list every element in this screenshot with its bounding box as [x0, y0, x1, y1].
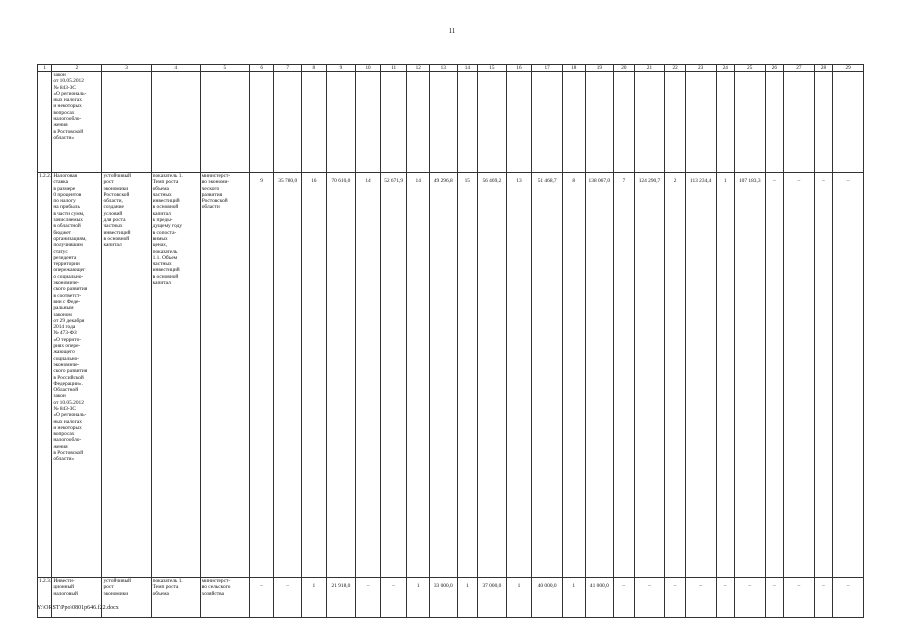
column-number: 13 — [429, 65, 457, 72]
column-number: 1 — [38, 65, 52, 72]
column-number: 15 — [478, 65, 507, 72]
column-number: 14 — [457, 65, 477, 72]
value-cell: 40 000,0 — [532, 578, 563, 618]
value-cell: 13 — [506, 173, 532, 578]
column-number: 3 — [102, 65, 151, 72]
page-number: 11 — [448, 27, 456, 35]
value-cell: 52 671,9 — [380, 173, 407, 578]
value-cell: – — [716, 578, 734, 618]
column-number: 25 — [734, 65, 765, 72]
value-cell: – — [356, 578, 381, 618]
indicator-cell: показатель 1. Темп роста объема частных инвестиций в основной капитал к преды- дущему году в сопоста- вимых ценах, показатель 1.1. Объем частных инвестиций в основной капитал — [151, 173, 200, 578]
column-number: 4 — [151, 65, 200, 72]
value-cell: 138 067,0 — [585, 173, 614, 578]
column-number: 7 — [274, 65, 302, 72]
column-number: 5 — [200, 65, 249, 72]
value-cell: – — [833, 173, 864, 578]
column-number: 23 — [685, 65, 716, 72]
column-number: 24 — [716, 65, 734, 72]
value-cell: 16 — [302, 173, 327, 578]
column-number: 19 — [585, 65, 614, 72]
goal-cell — [102, 72, 151, 173]
value-cell — [532, 72, 563, 173]
value-cell — [765, 72, 783, 173]
goal-cell: устойчивый рост экономики Ростовской области, создание условий для роста частных инвестиций в основной капитал — [102, 173, 151, 578]
responsible-body-cell — [200, 72, 249, 173]
value-cell — [249, 72, 274, 173]
column-number: 26 — [765, 65, 783, 72]
value-cell: 1 — [506, 578, 532, 618]
value-cell: – — [249, 578, 274, 618]
column-number: 8 — [302, 65, 327, 72]
column-number: 21 — [634, 65, 665, 72]
value-cell — [380, 72, 407, 173]
value-cell: 21 918,0 — [326, 578, 356, 618]
indicator-cell — [151, 72, 200, 173]
column-number: 22 — [665, 65, 685, 72]
table-row — [38, 173, 864, 578]
value-cell: – — [634, 578, 665, 618]
value-cell: 1 — [457, 578, 477, 618]
column-number: 17 — [532, 65, 563, 72]
value-cell: 15 — [457, 173, 477, 578]
value-cell: – — [614, 578, 634, 618]
value-cell: 51 468,7 — [532, 173, 563, 578]
value-cell: 49 296,8 — [429, 173, 457, 578]
value-cell: 9 — [249, 173, 274, 578]
column-number-row — [38, 65, 864, 72]
column-number: 16 — [506, 65, 532, 72]
value-cell: – — [734, 578, 765, 618]
column-number: 6 — [249, 65, 274, 72]
value-cell: 41 000,0 — [585, 578, 614, 618]
value-cell — [506, 72, 532, 173]
value-cell: 1 — [407, 578, 430, 618]
column-number: 29 — [833, 65, 864, 72]
value-cell — [356, 72, 381, 173]
value-cell: – — [833, 578, 864, 618]
responsible-body-cell: министерст- во экономи- ческого развития Ростовской области — [200, 173, 249, 578]
value-cell: 33 000,0 — [429, 578, 457, 618]
value-cell: – — [814, 578, 832, 618]
value-cell — [634, 72, 665, 173]
responsible-body-cell: министерст- во сельского хозяйства — [200, 578, 249, 618]
value-cell: 1 — [716, 173, 734, 578]
value-cell: 70 610,0 — [326, 173, 356, 578]
value-cell: – — [380, 578, 407, 618]
footer-file-path: Y:\ORST\Ppo\0801p646.f22.docx — [37, 605, 119, 611]
column-number: 11 — [380, 65, 407, 72]
column-number: 9 — [326, 65, 356, 72]
value-cell: 14 — [407, 173, 430, 578]
column-number: 28 — [814, 65, 832, 72]
value-cell: 7 — [614, 173, 634, 578]
benefit-description-cell: Инвести- ционный налоговый — [52, 578, 102, 618]
expenditure-table — [37, 64, 864, 618]
value-cell: – — [665, 578, 685, 618]
value-cell — [302, 72, 327, 173]
value-cell: – — [765, 578, 783, 618]
column-number: 18 — [562, 65, 585, 72]
value-cell: 35 780,0 — [274, 173, 302, 578]
row-number-cell: 1.2.3. — [38, 578, 52, 618]
value-cell — [457, 72, 477, 173]
value-cell: 107 183,3 — [734, 173, 765, 578]
column-number: 27 — [784, 65, 815, 72]
value-cell: – — [765, 173, 783, 578]
value-cell — [734, 72, 765, 173]
value-cell — [326, 72, 356, 173]
value-cell — [585, 72, 614, 173]
row-number-cell — [38, 72, 52, 173]
value-cell: – — [274, 578, 302, 618]
benefit-description-cell: Налоговая ставка в размере 0 процентов по налогу на прибыль в части сумм, зачисляемых в областной бюджет организациям, получившим статус резидента территории опережающег о социально- экономиче- ского развития в соответст- вии с Феде- ральным законом от 29 декабря 2014 года № 473-ФЗ «О террито- риях опере- жающего социально- экономиче- ского развития в Российской Федерации». Областной закон от 10.05.2012 № 843-ЗС «О региональ- ных налогах и некоторых вопросах налогообло- жения в Ростовской области» — [52, 173, 102, 578]
value-cell — [665, 72, 685, 173]
value-cell — [407, 72, 430, 173]
column-number: 10 — [356, 65, 381, 72]
benefit-description-cell: закон от 10.05.2012 № 843-ЗС «О региональ- ных налогах и некоторых вопросах налогообло- жения в Ростовской области» — [52, 72, 102, 173]
value-cell: 2 — [665, 173, 685, 578]
value-cell — [685, 72, 716, 173]
value-cell — [614, 72, 634, 173]
value-cell: – — [784, 578, 815, 618]
value-cell: – — [685, 578, 716, 618]
goal-cell: устойчивый рост экономики — [102, 578, 151, 618]
value-cell: 124 290,7 — [634, 173, 665, 578]
value-cell — [784, 72, 815, 173]
value-cell — [716, 72, 734, 173]
value-cell: 37 000,0 — [478, 578, 507, 618]
column-number: 2 — [52, 65, 102, 72]
value-cell: 113 234,4 — [685, 173, 716, 578]
value-cell — [562, 72, 585, 173]
value-cell: – — [814, 173, 832, 578]
value-cell — [478, 72, 507, 173]
value-cell: 1 — [562, 578, 585, 618]
row-number-cell: 1.2.2. — [38, 173, 52, 578]
indicator-cell: показатель 1. Темп роста объема — [151, 578, 200, 618]
value-cell: 8 — [562, 173, 585, 578]
table-row — [38, 578, 864, 618]
value-cell — [274, 72, 302, 173]
value-cell — [833, 72, 864, 173]
value-cell: 56 469,2 — [478, 173, 507, 578]
value-cell: 1 — [302, 578, 327, 618]
value-cell — [429, 72, 457, 173]
value-cell — [814, 72, 832, 173]
value-cell: 14 — [356, 173, 381, 578]
column-number: 20 — [614, 65, 634, 72]
value-cell: – — [784, 173, 815, 578]
column-number: 12 — [407, 65, 430, 72]
table-row — [38, 72, 864, 173]
